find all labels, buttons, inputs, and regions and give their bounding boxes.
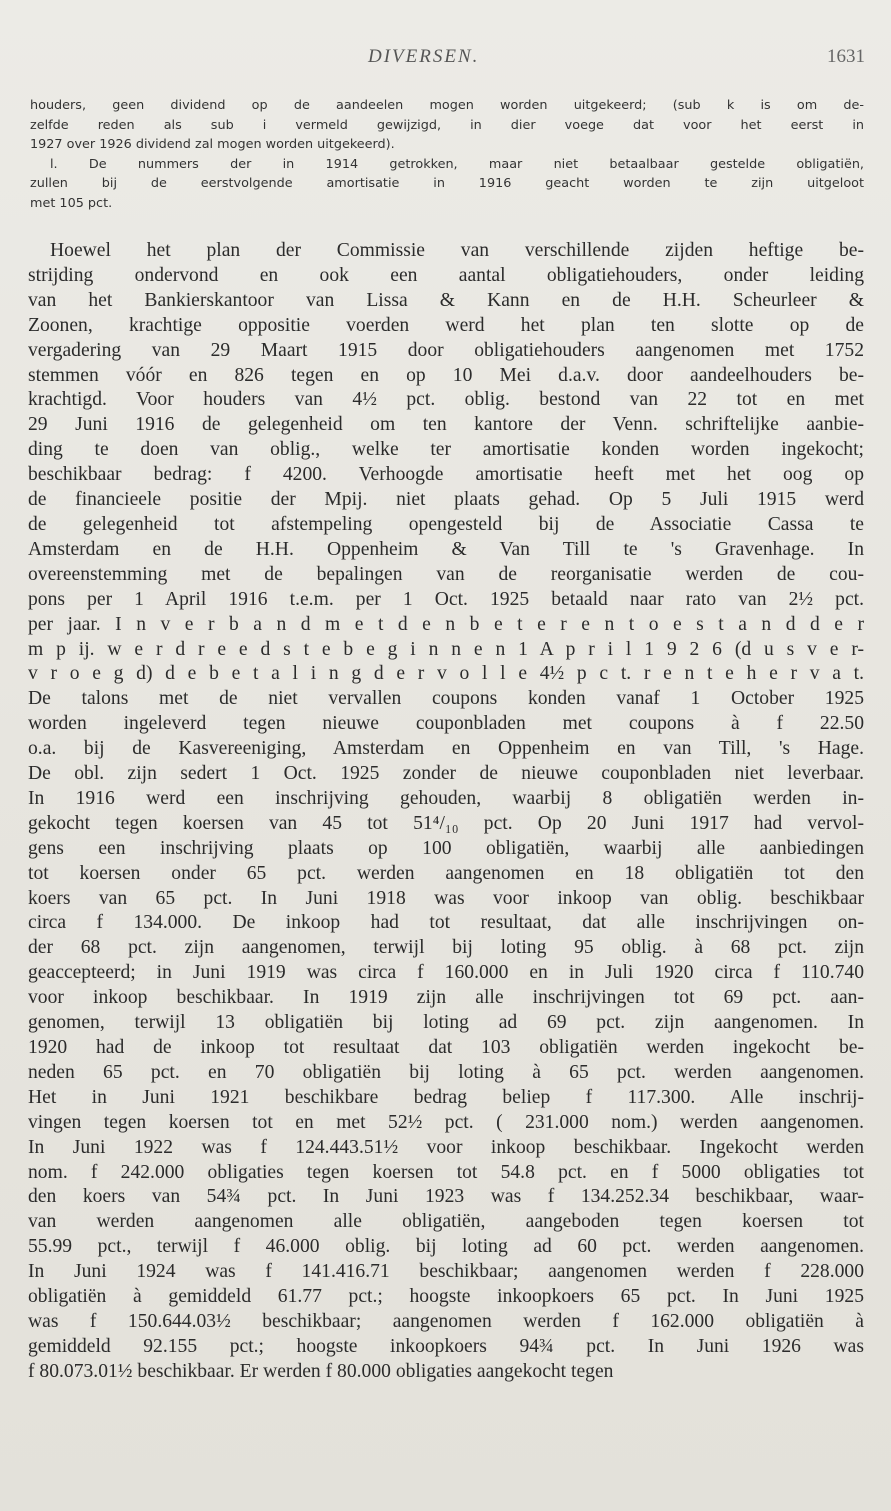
text-line: In Juni 1922 was f 124.443.51½ voor inkoop beschikbaar. Ingekocht werden xyxy=(28,1136,864,1158)
text-line: stemmen vóór en 826 tegen en op 10 Mei d.a.v. door aandeelhouders be- xyxy=(28,364,864,386)
text-line: vergadering van 29 Maart 1915 door obligatiehouders aangenomen met 1752 xyxy=(28,339,864,361)
text-line: vingen tegen koersen tot en met 52½ pct. ( 231.000 nom.) werden aangenomen. xyxy=(28,1111,864,1133)
text-line: f 80.073.01½ beschikbaar. Er werden f 80.000 obligaties aangekocht tegen xyxy=(28,1360,614,1382)
text-line: worden ingeleverd tegen nieuwe couponbladen met coupons à f 22.50 xyxy=(28,713,864,735)
text-line: gens een inschrijving plaats op 100 obligatiën, waarbij alle aanbiedingen xyxy=(28,837,864,859)
running-title: DIVERSEN. xyxy=(368,46,480,67)
text-line: beschikbaar bedrag: f 4200. Verhoogde amortisatie heeft met het oog op xyxy=(28,464,864,486)
text-line: nom. f 242.000 obligaties tegen koersen tot 54.8 pct. en f 5000 obligaties tot xyxy=(28,1161,864,1183)
text-line: v r o e g d) d e b e t a l i n g d e r v o l l e 4½ p c t. r e n t e h e r v a t. xyxy=(28,663,864,685)
text-line: circa f 134.000. De inkoop had tot resultaat, dat alle inschrijvingen on- xyxy=(28,912,864,934)
text-line: 1920 had de inkoop tot resultaat dat 103 obligatiën werden ingekocht be- xyxy=(28,1037,864,1058)
running-head xyxy=(0,46,891,70)
footnote-line: 1927 over 1926 dividend zal mogen worden uitgekeerd). xyxy=(30,137,395,152)
footnote-l: l. De nummers der in 1914 getrokken, maar niet betaalbaar gestelde obligatiën, xyxy=(50,156,864,172)
text-line: neden 65 pct. en 70 obligatiën bij loting à 65 pct. werden aangenomen. xyxy=(28,1061,864,1083)
text-line: In Juni 1924 was f 141.416.71 beschikbaar; aangenomen werden f 228.000 xyxy=(28,1261,864,1283)
text-line: Amsterdam en de H.H. Oppenheim & Van Till te 's Gravenhage. In xyxy=(28,538,864,560)
footnote-line: houders, geen dividend op de aandeelen mogen worden uitgekeerd; (sub k is om de- xyxy=(30,98,864,113)
footnote-line: met 105 pct. xyxy=(30,195,113,211)
text-line: gekocht tegen koersen van 45 tot 51⁴/₁₀ pct. Op 20 Juni 1917 had vervol- xyxy=(28,812,864,834)
main-paragraph xyxy=(28,239,864,1385)
text-line: per jaar. I n v e r b a n d m e t d e n b e t e r e n t o e s t a n d d e r xyxy=(28,613,864,635)
text-line: geaccepteerd; in Juni 1919 was circa f 160.000 en in Juli 1920 circa f 110.740 xyxy=(28,962,864,984)
text-line: den koers van 54¾ pct. In Juni 1923 was f 134.252.34 beschikbaar, waar- xyxy=(28,1186,864,1208)
footnote-line: zullen bij de eerstvolgende amortisatie in 1916 geacht worden te zijn uitgeloot xyxy=(30,176,864,191)
page-number: 1631 xyxy=(827,46,865,67)
text-line: de gelegenheid tot afstempeling opengesteld bij de Associatie Cassa te xyxy=(28,513,864,535)
text-line: Zoonen, krachtige oppositie voerden werd het plan ten slotte op de xyxy=(28,314,864,336)
text-line: strijding ondervond en ook een aantal obligatiehouders, onder leiding xyxy=(28,264,864,286)
text-line: ding te doen van oblig., welke ter amortisatie konden worden ingekocht; xyxy=(28,439,864,461)
text-line: 55.99 pct., terwijl f 46.000 oblig. bij loting ad 60 pct. werden aangenomen. xyxy=(28,1236,864,1258)
text-line: der 68 pct. zijn aangenomen, terwijl bij loting 95 oblig. à 68 pct. zijn xyxy=(28,937,864,959)
text-line: krachtigd. Voor houders van 4½ pct. oblig. bestond van 22 tot en met xyxy=(28,389,864,411)
footnotes xyxy=(30,96,864,213)
text-line: pons per 1 April 1916 t.e.m. per 1 Oct. 1925 betaald naar rato van 2½ pct. xyxy=(28,588,864,610)
text-line: voor inkoop beschikbaar. In 1919 zijn alle inschrijvingen tot 69 pct. aan- xyxy=(28,987,864,1009)
text-line: koers van 65 pct. In Juni 1918 was voor inkoop van oblig. beschikbaar xyxy=(28,887,864,909)
text-line: tot koersen onder 65 pct. werden aangenomen en 18 obligatiën tot den xyxy=(28,862,864,884)
text-line: De obl. zijn sedert 1 Oct. 1925 zonder de nieuwe couponbladen niet leverbaar. xyxy=(28,763,864,785)
text-line: van het Bankierskantoor van Lissa & Kann en de H.H. Scheurleer & xyxy=(28,289,864,311)
text-line: de financieele positie der Mpij. niet plaats gehad. Op 5 Juli 1915 werd xyxy=(28,489,864,511)
text-line: gemiddeld 92.155 pct.; hoogste inkoopkoers 94¾ pct. In Juni 1926 was xyxy=(28,1335,864,1357)
text-line: 29 Juni 1916 de gelegenheid om ten kantore der Venn. schriftelijke aanbie- xyxy=(28,414,864,436)
text-line: In 1916 werd een inschrijving gehouden, waarbij 8 obligatiën werden in- xyxy=(28,787,864,809)
text-line: obligatiën à gemiddeld 61.77 pct.; hoogste inkoopkoers 65 pct. In Juni 1925 xyxy=(28,1286,864,1308)
text-line: was f 150.644.03½ beschikbaar; aangenomen werden f 162.000 obligatiën à xyxy=(28,1310,864,1332)
text-line: genomen, terwijl 13 obligatiën bij loting ad 69 pct. zijn aangenomen. In xyxy=(28,1012,864,1034)
text-line: Hoewel het plan der Commissie van verschillende zijden heftige be- xyxy=(50,240,864,261)
footnote-line: zelfde reden als sub i vermeld gewijzigd, in dier voege dat voor het eerst in xyxy=(30,117,864,133)
text-line: o.a. bij de Kasvereeniging, Amsterdam en Oppenheim en van Till, 's Hage. xyxy=(28,738,864,760)
text-line: m p ij. w e r d r e e d s t e b e g i n n e n 1 A p r i l 1 9 2 6 (d u s v e r- xyxy=(28,638,864,660)
text-line: van werden aangenomen alle obligatiën, aangeboden tegen koersen tot xyxy=(28,1211,864,1233)
text-line: De talons met de niet vervallen coupons konden vanaf 1 October 1925 xyxy=(28,688,864,710)
text-line: overeenstemming met de bepalingen van de reorganisatie werden de cou- xyxy=(28,563,864,585)
text-line: Het in Juni 1921 beschikbare bedrag beliep f 117.300. Alle inschrij- xyxy=(28,1086,864,1108)
